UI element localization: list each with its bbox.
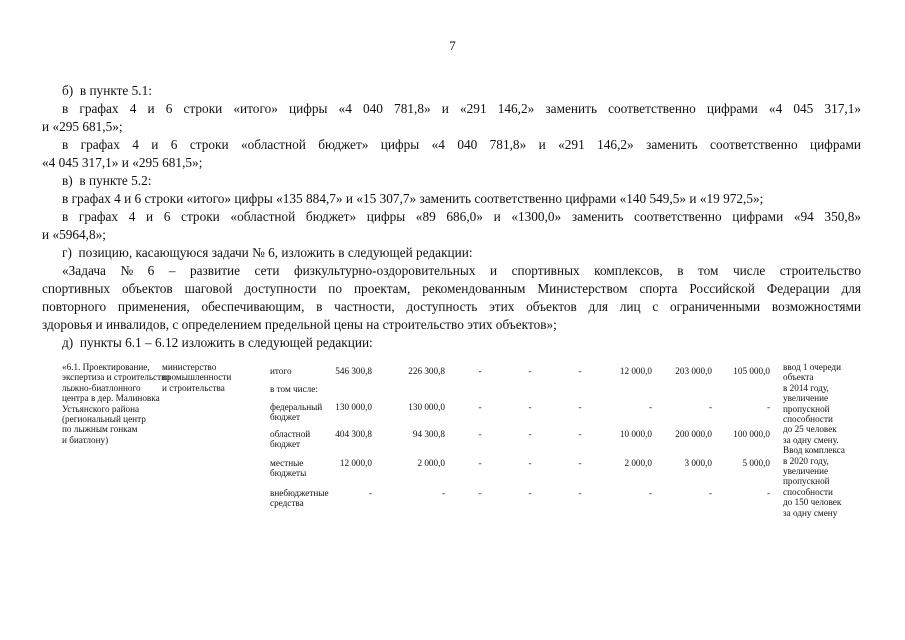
text-line: и «5964,8»;: [42, 227, 106, 242]
table-cell: 100 000,0: [733, 429, 770, 439]
table-result-cell: ввод 1 очереди объекта в 2014 году, увеличение пропускной способности до 25 человек за одну смену. Ввод комплекса в 2020 году, увеличение пропускной способности до 150 человек за одну смену: [783, 362, 846, 518]
table-item-cell: «6.1. Проектирование, экспертиза и строительство лыжно-биатлонного центра в дер. Малиновка Устьянского района (региональный центр по лыжным гонкам и биатлону): [62, 362, 171, 445]
text-line: д) пункты 6.1 – 6.12 изложить в следующей редакции:: [62, 335, 373, 350]
table-row-label: в том числе:: [270, 384, 318, 394]
table-cell: 10 000,0: [619, 429, 652, 439]
table-cell: 94 300,8: [412, 429, 445, 439]
table-row-label: итого: [270, 366, 292, 376]
table-cell: -: [578, 429, 582, 439]
table-row-label: внебюджетные средства: [270, 488, 329, 509]
table-cell: 105 000,0: [733, 366, 770, 376]
table-cell: 12 000,0: [339, 458, 372, 468]
table-cell: -: [708, 402, 712, 412]
table-cell: -: [708, 488, 712, 498]
table-cell: 226 300,8: [408, 366, 445, 376]
table-cell: 3 000,0: [684, 458, 712, 468]
table-cell: -: [578, 366, 582, 376]
table-cell: 130 000,0: [335, 402, 372, 412]
text-line: спортивных объектов шаговой доступности по проектам, рекомендованным Министерством спорта Российской Федерации для: [42, 281, 861, 296]
table-cell: -: [528, 366, 532, 376]
table-executor-cell: министерство промышленности и строительства: [162, 362, 232, 393]
table-row-label: федеральный бюджет: [270, 402, 323, 423]
table-cell: 2 000,0: [624, 458, 652, 468]
table-cell: -: [648, 488, 652, 498]
table-cell: -: [766, 488, 770, 498]
table-cell: 404 300,8: [335, 429, 372, 439]
text-line: и «295 681,5»;: [42, 119, 123, 134]
text-line: б) в пункте 5.1:: [62, 83, 152, 98]
table-cell: -: [766, 402, 770, 412]
text-line: в) в пункте 5.2:: [62, 173, 152, 188]
table-cell: -: [528, 458, 532, 468]
text-line: г) позицию, касающуюся задачи № 6, изложить в следующей редакции:: [62, 245, 473, 260]
table-cell: -: [478, 366, 482, 376]
table-cell: 12 000,0: [619, 366, 652, 376]
table-cell: -: [578, 458, 582, 468]
table-cell: 5 000,0: [742, 458, 770, 468]
table-cell: -: [478, 402, 482, 412]
table-cell: -: [578, 488, 582, 498]
text-line: «4 045 317,1» и «295 681,5»;: [42, 155, 203, 170]
table-cell: -: [368, 488, 372, 498]
page-number: 7: [449, 38, 456, 53]
table-cell: -: [478, 429, 482, 439]
table-cell: 203 000,0: [675, 366, 712, 376]
table-cell: -: [528, 429, 532, 439]
table-cell: -: [478, 458, 482, 468]
table-cell: -: [478, 488, 482, 498]
table-cell: -: [578, 402, 582, 412]
text-line: в графах 4 и 6 строки «итого» цифры «135 884,7» и «15 307,7» заменить соответственно цифрами «140 549,5» и «19 972,5»;: [62, 191, 764, 206]
table-cell: 130 000,0: [408, 402, 445, 412]
text-line: в графах 4 и 6 строки «областной бюджет» цифры «89 686,0» и «1300,0» заменить соответственно цифрами «94 350,8»: [62, 209, 861, 224]
text-line: повторного применения, обеспечивающим, в частности, доступность этих объектов для лиц с ограниченными возможностями: [42, 299, 861, 314]
text-line: здоровья и инвалидов, с определением предельной цены на строительство этих объектов»;: [42, 317, 557, 332]
table-cell: -: [528, 402, 532, 412]
table-cell: 546 300,8: [335, 366, 372, 376]
table-cell: 2 000,0: [417, 458, 445, 468]
table-cell: -: [441, 488, 445, 498]
table-row-label: местные бюджеты: [270, 458, 307, 479]
text-line: «Задача № 6 – развитие сети физкультурно-оздоровительных и спортивных комплексов, в том числе строительство: [62, 263, 861, 278]
text-line: в графах 4 и 6 строки «итого» цифры «4 040 781,8» и «291 146,2» заменить соответственно цифрами «4 045 317,1»: [62, 101, 861, 116]
table-cell: -: [648, 402, 652, 412]
table-row-label: областной бюджет: [270, 429, 311, 450]
table-cell: -: [528, 488, 532, 498]
table-cell: 200 000,0: [675, 429, 712, 439]
text-line: в графах 4 и 6 строки «областной бюджет» цифры «4 040 781,8» и «291 146,2» заменить соответственно цифрами: [62, 137, 861, 152]
